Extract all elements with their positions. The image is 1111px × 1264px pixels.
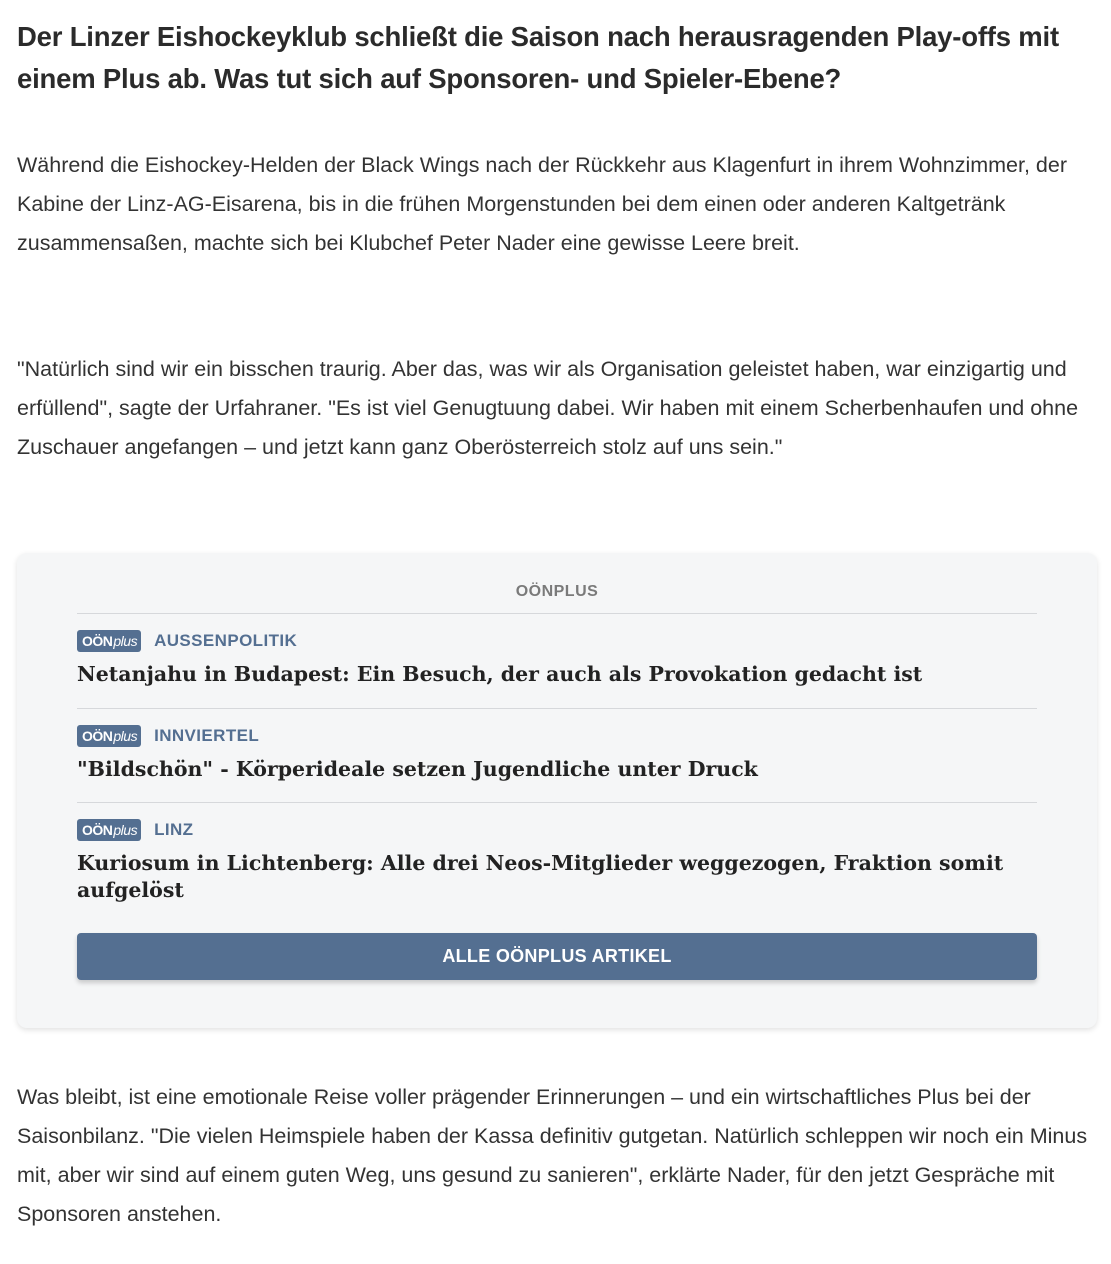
badge-suffix: plus [113,728,138,744]
badge-brand: OÖN [82,728,113,744]
oonplus-badge [77,630,141,652]
teaser-ressort[interactable]: LINZ [154,820,194,839]
badge-suffix: plus [113,633,138,649]
oonplus-badge [77,819,141,841]
teaser-item[interactable] [77,802,1037,919]
teaser-meta [77,724,1037,748]
oonplus-teaser-box [17,553,1097,1028]
teaser-item[interactable] [77,613,1037,708]
article-paragraph: Während die Eishockey-Helden der Black Wings nach der Rückkehr aus Klagenfurt in ihrem Wohnzimmer, der Kabine der Linz-AG-Eisarena, bis in die frühen Morgenstunden bei dem einen oder anderen Kaltgetränk zusammensaßen, machte sich bei Klubchef Peter Nader eine gewisse Leere breit. [17,153,1067,255]
article [17,0,1097,1226]
article-lead: Der Linzer Eishockeyklub schließt die Saison nach herausragenden Play-offs mit einem Plus ab. Was tut sich auf Sponsoren- und Spieler-Ebene? [17,21,1059,94]
teaser-list [77,613,1037,919]
badge-suffix: plus [113,822,138,838]
teaser-item[interactable] [77,708,1037,802]
article-paragraph: "Natürlich sind wir ein bisschen traurig. Aber das, was wir als Organisation geleistet haben, war einzigartig und erfüllend", sagte der Urfahraner. "Es ist viel Genugtuung dabei. Wir haben mit einem Scherbenhaufen und ohne Zuschauer angefangen – und jetzt kann ganz Oberösterreich stolz auf uns sein." [17,357,1079,459]
oonplus-badge [77,725,141,747]
teaser-headline-link[interactable]: "Bildschön" - Körperideale setzen Jugendliche unter Druck [77,757,758,781]
teaser-heading: OÖNPLUS [515,583,599,600]
all-oonplus-articles-button[interactable]: ALLE OÖNPLUS ARTIKEL [77,933,1037,980]
article-paragraph: Was bleibt, ist eine emotionale Reise voller prägender Erinnerungen – und ein wirtschaftliches Plus bei der Saisonbilanz. "Die vielen Heimspiele haben der Kassa definitiv gutgetan. Natürlich schleppen wir noch ein Minus mit, aber wir sind auf einem guten Weg, uns gesund zu sanieren", erklärte Nader, für den jetzt Gespräche mit Sponsoren anstehen. [17,1085,1088,1226]
teaser-headline-link[interactable]: Kuriosum in Lichtenberg: Alle drei Neos-Mitglieder weggezogen, Fraktion somit aufgelöst [77,851,1004,902]
badge-brand: OÖN [82,822,113,838]
teaser-ressort[interactable]: INNVIERTEL [154,726,260,745]
teaser-headline-link[interactable]: Netanjahu in Budapest: Ein Besuch, der auch als Provokation gedacht ist [77,662,923,686]
teaser-meta [77,818,1037,842]
teaser-ressort[interactable]: AUSSENPOLITIK [154,631,298,650]
badge-brand: OÖN [82,633,113,649]
teaser-meta [77,629,1037,653]
